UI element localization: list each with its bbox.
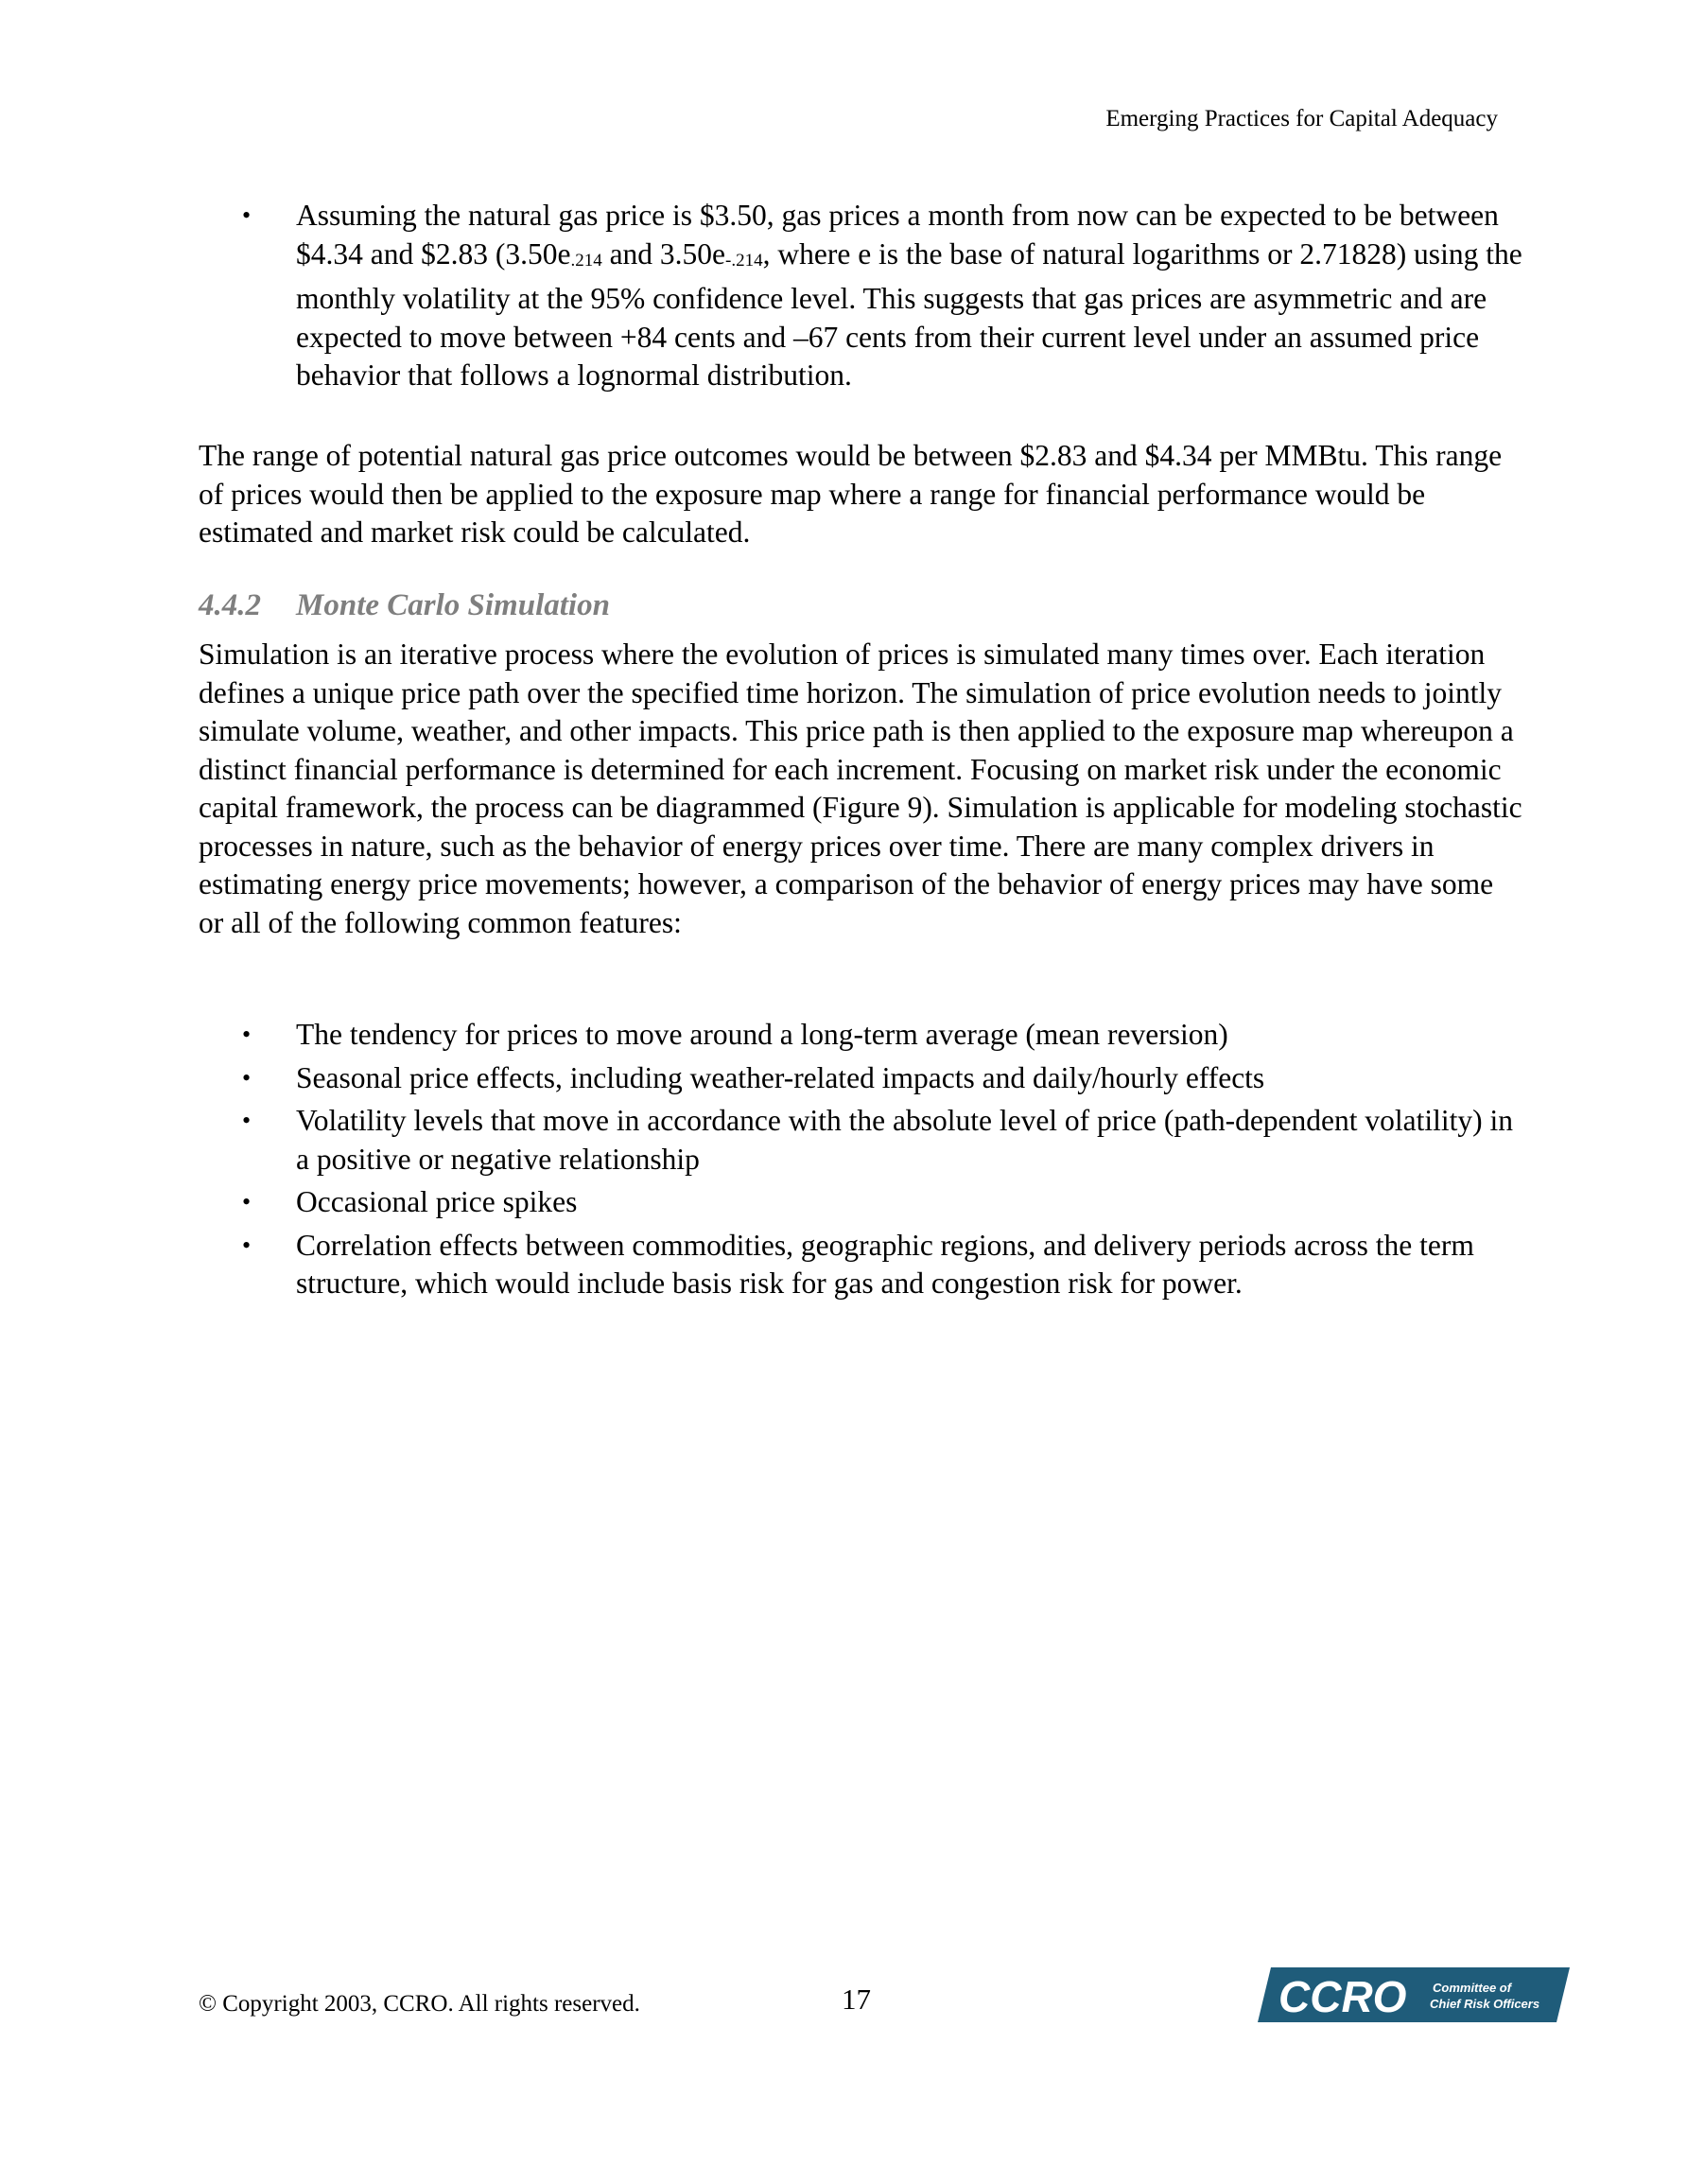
- bullet-text: Occasional price spikes: [296, 1185, 578, 1218]
- bullet-icon: •: [242, 1021, 252, 1048]
- list-item: [199, 1016, 1522, 1055]
- features-bullet-list: [199, 1016, 1522, 1308]
- copyright-text: © Copyright 2003, CCRO. All rights reserved.: [199, 1991, 640, 2017]
- bullet-icon: •: [242, 1231, 252, 1259]
- section-number: 4.4.2: [199, 588, 261, 622]
- list-item: [199, 1227, 1522, 1303]
- exponent: .214: [570, 250, 602, 271]
- bullet-icon: •: [242, 1188, 252, 1215]
- list-item: [199, 1059, 1522, 1098]
- logo-subtitle: Committee of: [1433, 1981, 1512, 1995]
- ccro-logo: [1258, 1967, 1570, 2022]
- paragraph-price-range: The range of potential natural gas price outcomes would be between $2.83 and $4.34 per MMBtu. This range of prices would then be applied to the exposure map where a range for financial performance would be estimated and market risk could be calculated.: [199, 439, 1503, 549]
- exponent: -.214: [725, 250, 763, 271]
- bullet-icon: •: [242, 201, 252, 229]
- bullet-text: , where e is the base of natural logarithms or 2.71828) using the monthly volatility at the 95% confidence level. This suggests that gas prices are asymmetric and are expected to move between +84 cents and –67 cents from their current level under an assumed price behavior that follows a lognormal distribution.: [296, 236, 1522, 392]
- intro-bullet-list: [199, 197, 1522, 395]
- page-number: 17: [842, 1983, 871, 2016]
- logo-subtitle: Chief Risk Officers: [1430, 1997, 1540, 2011]
- section-title: Monte Carlo Simulation: [296, 588, 610, 622]
- paragraph-simulation: Simulation is an iterative process where the evolution of prices is simulated many times over. Each iteration defines a unique price path over the specified time horizon. The simulation of price evolution needs to jointly simulate volume, weather, and other impacts. This price path is then applied to the exposure map whereupon a distinct financial performance is determined for each increment. Focusing on market risk under the economic capital framework, the process can be diagrammed (Figure 9). Simulation is applicable for modeling stochastic processes in nature, such as the behavior of energy prices over time. There are many complex drivers in estimating energy price movements; however, a comparison of the behavior of energy prices may have some or all of the following common features:: [199, 638, 1522, 939]
- bullet-text: and 3.50e: [601, 236, 726, 271]
- section-heading: [199, 588, 610, 623]
- bullet-text: Correlation effects between commodities, geographic regions, and delivery periods across the term structure, which would include basis risk for gas and congestion risk for power.: [296, 1228, 1474, 1300]
- bullet-text: Assuming the natural gas price is $3.50, gas prices a month from now can be expected to be between $4.34 and $2.83 (3.50e: [296, 199, 1499, 271]
- list-item: [199, 1102, 1522, 1179]
- bullet-icon: •: [242, 1107, 252, 1134]
- list-item: [199, 1183, 1522, 1222]
- bullet-icon: •: [242, 1063, 252, 1092]
- bullet-text: The tendency for prices to move around a long-term average (mean reversion): [296, 1018, 1228, 1051]
- page-header: Emerging Practices for Capital Adequacy: [1105, 106, 1498, 131]
- list-item: [199, 197, 1522, 395]
- logo-text: CCRO: [1278, 1972, 1407, 2021]
- bullet-text: Volatility levels that move in accordance with the absolute level of price (path-dependent volatility) in a positive or negative relationship: [296, 1104, 1514, 1176]
- bullet-text: Seasonal price effects, including weather-related impacts and daily/hourly effects: [296, 1060, 1265, 1094]
